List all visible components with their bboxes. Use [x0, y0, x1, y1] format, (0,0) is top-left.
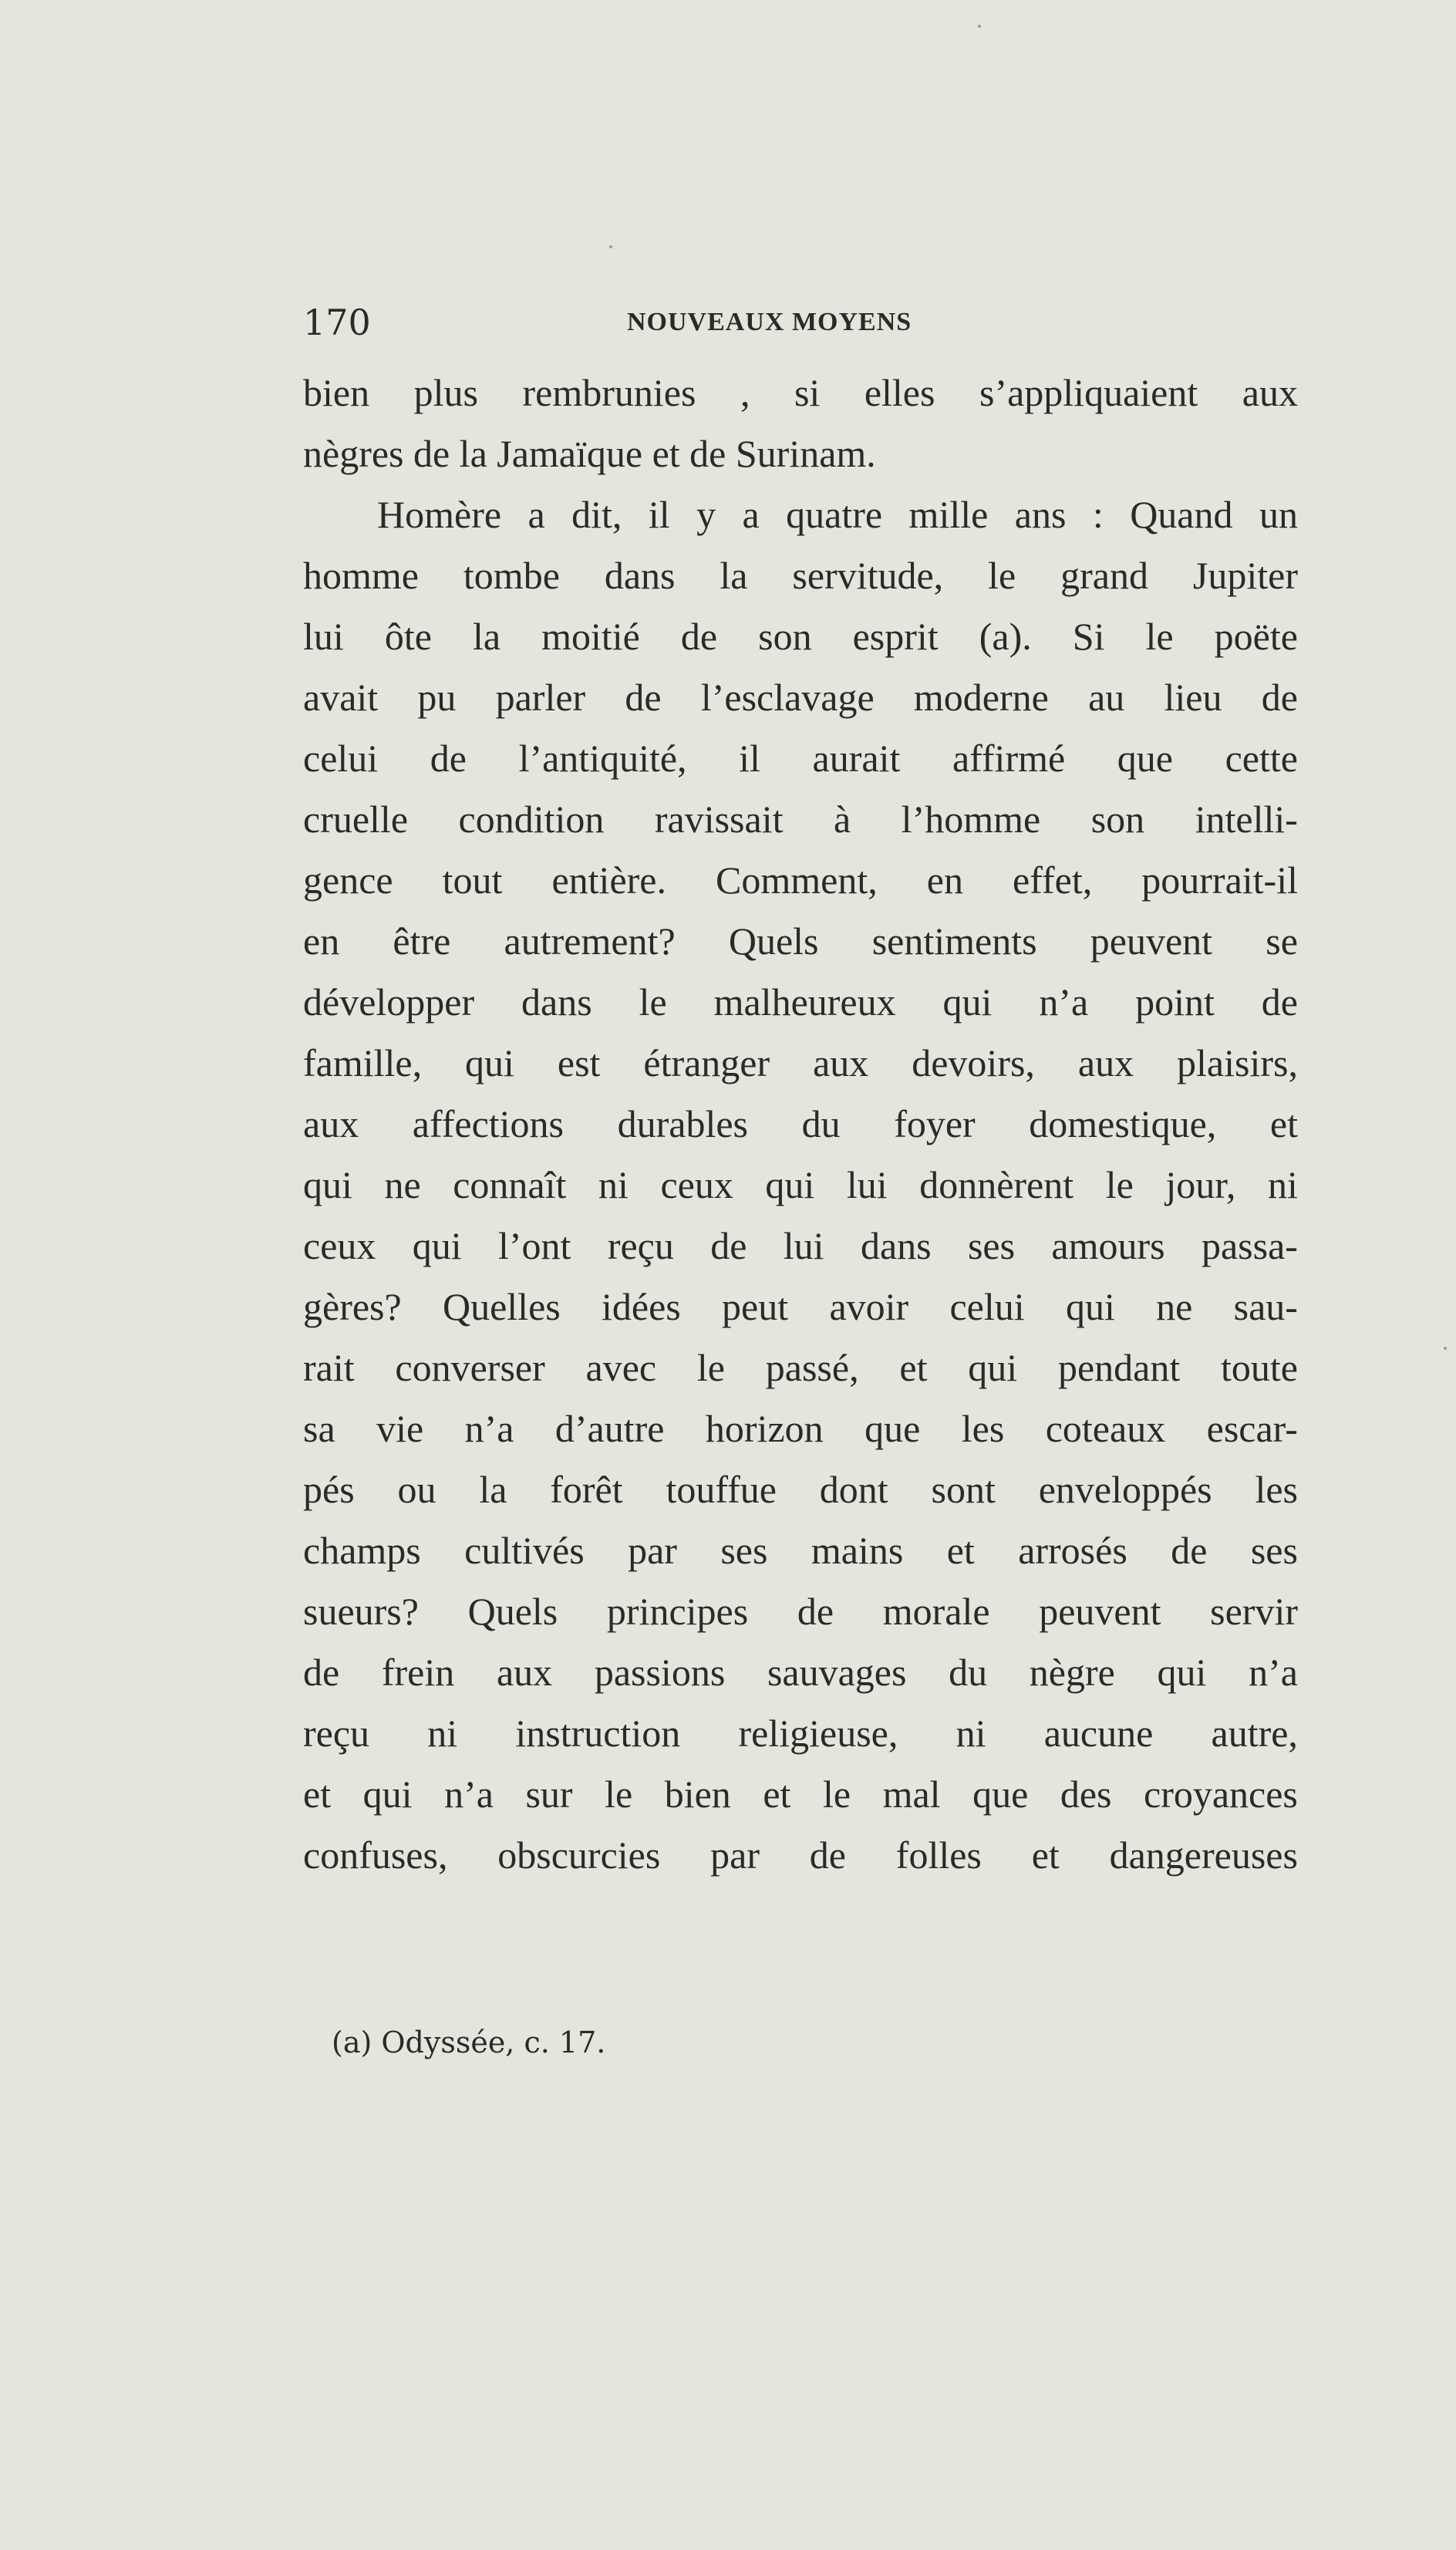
text-line: développer dans le malheureux qui n’a point de	[303, 980, 1298, 1024]
text-line: reçu ni instruction religieuse, ni aucune autre,	[303, 1712, 1298, 1755]
paper-speck	[978, 25, 981, 28]
text-line: champs cultivés par ses mains et arrosés de ses	[303, 1529, 1298, 1572]
text-line: qui ne connaît ni ceux qui lui donnèrent le jour, ni	[303, 1163, 1298, 1206]
text-line: nègres de la Jamaïque et de Surinam.	[303, 432, 876, 475]
text-line: avait pu parler de l’esclavage moderne au lieu de	[303, 676, 1298, 719]
text-line: homme tombe dans la servitude, le grand Jupiter	[303, 554, 1298, 597]
page-number: 170	[303, 302, 371, 343]
text-line: bien plus rembrunies , si elles s’appliquaient aux	[303, 371, 1298, 414]
body-text	[303, 363, 1298, 1886]
footnote: (a) Odyssée, c. 17.	[332, 2025, 606, 2059]
text-line: confuses, obscurcies par de folles et dangereuses	[303, 1833, 1298, 1877]
text-line: de frein aux passions sauvages du nègre qui n’a	[303, 1651, 1298, 1694]
text-line: et qui n’a sur le bien et le mal que des croyances	[303, 1773, 1298, 1816]
text-line: aux affections durables du foyer domestique, et	[303, 1102, 1298, 1145]
text-line: Homère a dit, il y a quatre mille ans : Quand un	[377, 493, 1298, 536]
text-line: sueurs? Quels principes de morale peuvent servir	[303, 1590, 1298, 1633]
text-line: celui de l’antiquité, il aurait affirmé que cette	[303, 737, 1298, 780]
running-head: NOUVEAUX MOYENS	[627, 308, 912, 336]
text-line: pés ou la forêt touffue dont sont enveloppés les	[303, 1468, 1298, 1511]
text-line: lui ôte la moitié de son esprit (a). Si le poëte	[303, 615, 1298, 658]
text-line: gence tout entière. Comment, en effet, pourrait-il	[303, 858, 1298, 902]
text-line: sa vie n’a d’autre horizon que les coteaux escar-	[303, 1407, 1298, 1450]
text-line: cruelle condition ravissait à l’homme son intelli-	[303, 798, 1298, 841]
text-line: en être autrement? Quels sentiments peuvent se	[303, 919, 1298, 963]
text-line: famille, qui est étranger aux devoirs, aux plaisirs,	[303, 1041, 1298, 1084]
paper-speck	[609, 245, 612, 248]
text-line: rait converser avec le passé, et qui pendant toute	[303, 1346, 1298, 1389]
text-line: ceux qui l’ont reçu de lui dans ses amours passa-	[303, 1224, 1298, 1267]
page-header	[303, 299, 1298, 346]
paper-speck	[1444, 1347, 1447, 1350]
text-line: gères? Quelles idées peut avoir celui qui ne sau-	[303, 1285, 1298, 1328]
